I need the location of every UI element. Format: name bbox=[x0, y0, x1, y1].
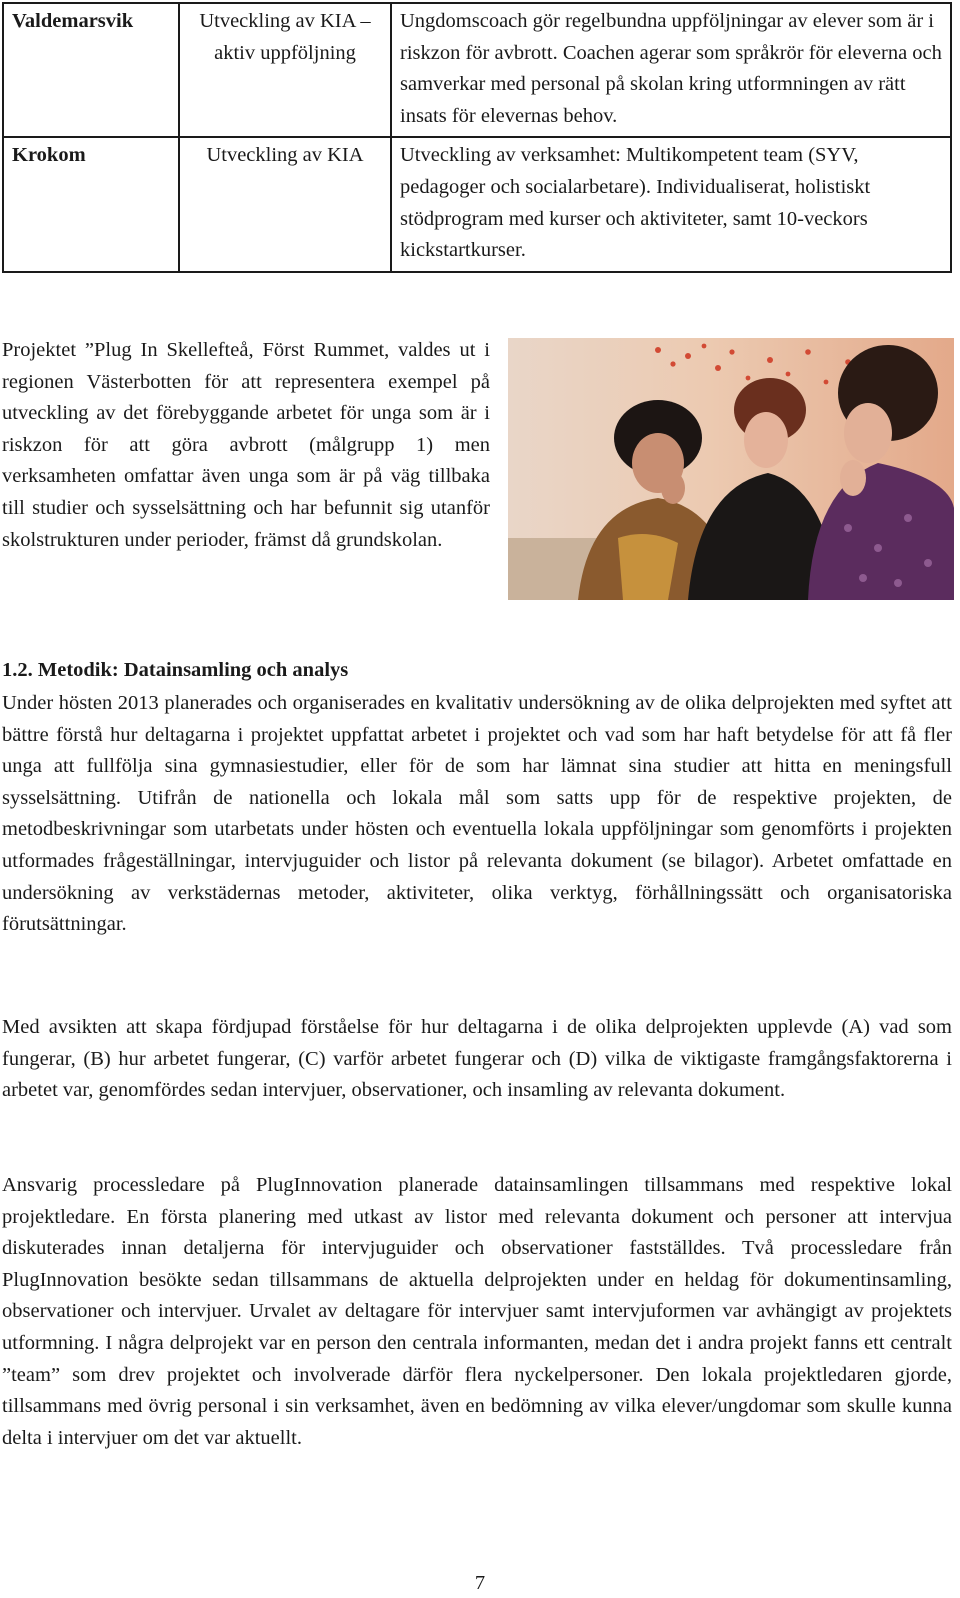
page-number: 7 bbox=[474, 1572, 486, 1594]
table-row bbox=[3, 3, 951, 137]
municipality-cell: Krokom bbox=[3, 137, 179, 271]
body-paragraph: Ansvarig processledare på PlugInnovation planerade datainsamlingen tillsammans med respektive lokal projektledare. En första planering med utkast av listor med relevanta dokument och personer att intervjua diskuterades innan detaljerna för intervjuguider och observationer fastställdes. Två processledare från PlugInnovation besökte sedan tillsammans de aktuella delprojekten under en heldag för dokumentinsamling, observationer och intervjuer. Urvalet av deltagare för intervjuer samt intervjuformen var avhängigt av projektets utformning. I några delprojekt var en person den centrala informanten, medan det i andra projekt fanns ett centralt ”team” som drev projektet och involverade därför flera nyckelpersoner. Den lokala projektledaren gjorde, tillsammans med övrig personal i sin verksamhet, även en bedömning av vilka elever/ungdomar som skulle kunna delta i intervjuer om det var aktuellt. bbox=[2, 1174, 952, 1449]
body-paragraph: Under hösten 2013 planerades och organiserades en kvalitativ undersökning av de olika delprojekten med syftet att bättre förstå hur deltagarna i projektet uppfattat arbetet i projektet och vad som har haft betydelse för att få fler unga att fullfölja sina gymnasiestudier, eller för de som har lämnat sina studier att hitta en meningsfull sysselsättning. Utifrån de nationella och lokala mål som satts upp för de respektive projekten, de metodbeskrivningar som utarbetats under hösten och eventuella lokala uppföljningar som genomförts i projekten utformades frågeställningar, intervjuguider och listor på relevanta dokument (se bilagor). Arbetet omfattade en undersökning av verkstädernas metoder, aktiviteter, olika verktyg, förhållningssätt och organisatoriska förutsättningar. bbox=[2, 692, 952, 936]
body-paragraph: Med avsikten att skapa fördjupad förståelse för hur deltagarna i de olika delprojekten upplevde (A) vad som fungerar, (B) hur arbetet fungerar, (C) varför arbetet fungerar och (D) vilka de viktigaste framgångsfaktorerna i arbetet var, genomfördes sedan intervjuer, observationer, och insamling av relevanta dokument. bbox=[2, 1016, 952, 1102]
description-cell: Utveckling av verksamhet: Multikompetent team (SYV, pedagoger och socialarbetare). Individualiserat, holistiskt stödprogram med kurser och aktiviteter, samt 10-veckors kickstartkurser. bbox=[391, 137, 951, 271]
project-type-cell: Utveckling av KIA –aktiv uppföljning bbox=[179, 3, 391, 137]
project-table bbox=[2, 2, 952, 273]
description-cell: Ungdomscoach gör regelbundna uppföljningar av elever som är i riskzon för avbrott. Coachen agerar som språkrör för eleverna och samverkar med personal på skolan kring utformningen av rätt insats för elevernas behov. bbox=[391, 3, 951, 137]
project-type-cell: Utveckling av KIA bbox=[179, 137, 391, 271]
municipality-cell: Valdemarsvik bbox=[3, 3, 179, 137]
section-heading: 1.2. Metodik: Datainsamling och analys bbox=[2, 659, 349, 681]
table-row bbox=[3, 137, 951, 271]
photo-three-women bbox=[508, 338, 954, 600]
intro-paragraph: Projektet ”Plug In Skellefteå, Först Rummet, valdes ut i regionen Västerbotten för att representera exempel på utveckling av det förebyggande arbetet för unga som är i riskzon för att göra avbrott (målgrupp 1) men verksamheten omfattar även unga som är på väg tillbaka till studier och sysselsättning och har befunnit sig utanför skolstrukturen under perioder, främst då grundskolan. bbox=[2, 339, 490, 551]
